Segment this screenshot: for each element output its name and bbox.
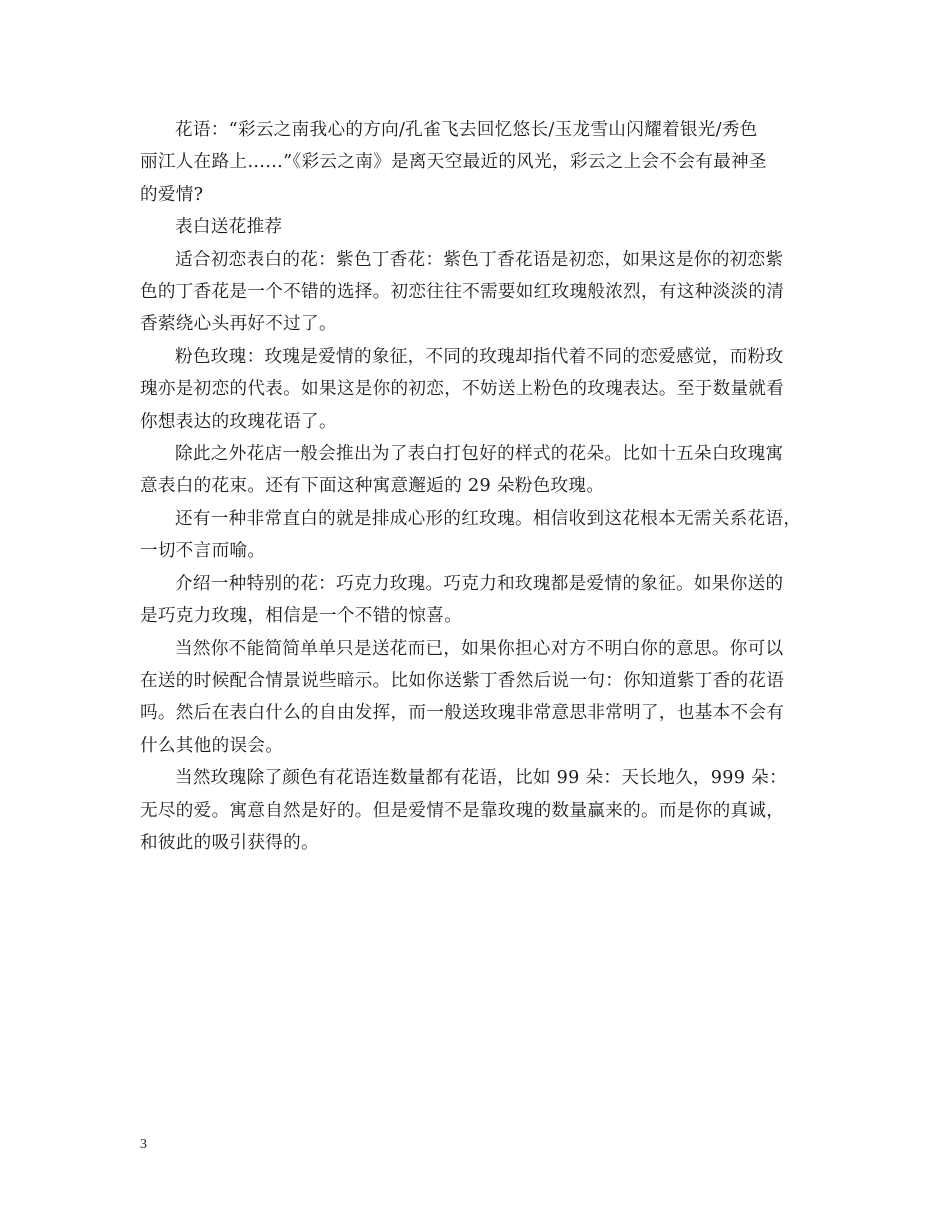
paragraph-purple-lilac: 适合初恋表白的花：紫色丁香花：紫色丁香花语是初恋，如果这是你的初恋紫 色的丁香花是一个不错的选择。初恋往往不需要如红玫瑰般浓烈，有这种淡淡的清 香萦绕心头再好不过了。 <box>140 249 785 335</box>
paragraph-heart-shaped-roses: 还有一种非常直白的就是排成心形的红玫瑰。相信收到这花根本无需关系花语， 一切不言而喻。 <box>140 508 802 562</box>
paragraph-hint-when-giving: 当然你不能简简单单只是送花而已，如果你担心对方不明白你的意思。你可以 在送的时候配合情景说些暗示。比如你送紫丁香然后说一句：你知道紫丁香的花语 吗。然后在表白什么的自由发挥，而一般送玫瑰非常意思非常明了，也基本不会有 什么其他的误会。 <box>140 638 785 756</box>
page-number: 3 <box>140 1137 147 1152</box>
paragraph-rose-quantity-meaning: 当然玫瑰除了颜色有花语连数量都有花语，比如 99 朵：天长地久，999 朵： 无尽的爱。寓意自然是好的。但是爱情不是靠玫瑰的数量赢来的。而是你的真诚， 和彼此的吸引获得的。 <box>140 768 787 853</box>
document-body <box>140 114 812 859</box>
paragraph-florist-bouquets: 除此之外花店一般会推出为了表白打包好的样式的花朵。比如十五朵白玫瑰寓 意表白的花束。还有下面这种寓意邂逅的 29 朵粉色玫瑰。 <box>140 444 784 497</box>
section-heading-confession-flowers: 表白送花推荐 <box>175 217 283 238</box>
paragraph-chocolate-rose: 介绍一种特别的花：巧克力玫瑰。巧克力和玫瑰都是爱情的象征。如果你送的 是巧克力玫瑰，相信是一个不错的惊喜。 <box>140 573 784 627</box>
paragraph-pink-rose: 粉色玫瑰：玫瑰是爱情的象征，不同的玫瑰却指代着不同的恋爱感觉，而粉玫 瑰亦是初恋的代表。如果这是你的初恋，不妨送上粉色的玫瑰表达。至于数量就看 你想表达的玫瑰花语了。 <box>140 346 785 432</box>
paragraph-flower-language-yunnan: 花语：“彩云之南我心的方向/孔雀飞去回忆悠长/玉龙雪山闪耀着银光/秀色 丽江人在路上……”《彩云之南》是离天空最近的风光，彩云之上会不会有最神圣 的爱情? <box>140 120 767 205</box>
